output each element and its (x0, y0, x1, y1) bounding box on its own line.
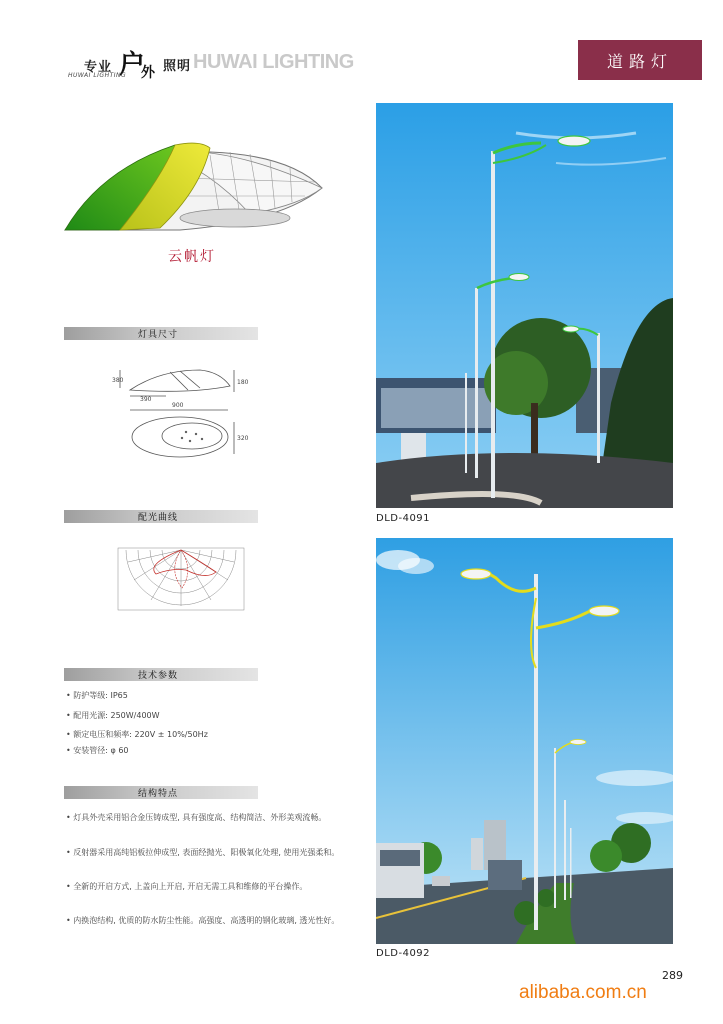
brand-subtitle: HUWAI LIGHTING (68, 72, 127, 79)
product-photo-dld-4092 (376, 538, 673, 944)
brand-english: HUWAI LIGHTING (193, 51, 354, 73)
photo-caption: DLD-4091 (376, 513, 431, 524)
param-item: • 配用光源: 250W/400W (66, 711, 160, 720)
watermark-text: alibaba.com.cn (519, 982, 647, 1003)
param-item: • 安装管径: φ 60 (66, 746, 129, 755)
section-title-light-curve: 配光曲线 (138, 513, 179, 523)
product-photo-dld-4091 (376, 103, 673, 508)
feature-item: • 全新的开启方式, 上盖向上开启, 开启无需工具和维修的平台操作。 (66, 882, 308, 891)
brand-text-left: 专业 (84, 60, 113, 75)
product-name: 云帆灯 (168, 249, 216, 265)
section-bar-features (64, 786, 258, 799)
param-item: • 防护等级: IP65 (66, 691, 128, 700)
feature-item: • 灯具外壳采用铝合金压铸成型, 具有强度高、结构简洁、外形美观流畅。 (66, 813, 327, 822)
param-item: • 额定电压和频率: 220V ± 10%/50Hz (66, 730, 208, 739)
page-number: 289 (662, 969, 683, 982)
dim-label-900: 900 (172, 402, 184, 409)
dim-label-320: 320 (237, 435, 249, 442)
category-tab: 道路灯 (578, 40, 702, 80)
brand-text-right: 照明 (163, 59, 192, 74)
section-title-features: 结构特点 (138, 789, 179, 799)
section-title-dimensions: 灯具尺寸 (138, 330, 179, 340)
lamp-illustration (60, 130, 330, 245)
dimension-drawing (110, 362, 260, 462)
feature-item: • 反射器采用高纯铝板拉伸成型, 表面经抛光、阳极氧化处理, 使用光强柔和。 (66, 848, 340, 857)
section-bar-tech-params (64, 668, 258, 681)
brand-text-wai: 外 (141, 65, 155, 81)
section-bar-dimensions (64, 327, 258, 340)
light-distribution-diagram (116, 540, 246, 612)
dim-label-390: 390 (140, 396, 152, 403)
photo-caption: DLD-4092 (376, 948, 431, 959)
dim-label-180: 180 (237, 379, 249, 386)
dim-label-380: 380 (112, 377, 124, 384)
section-title-tech-params: 技术参数 (138, 671, 179, 681)
feature-item: • 内换泡结构, 优质的防水防尘性能。高强度、高透明的钢化玻璃, 透光性好。 (66, 916, 340, 925)
section-bar-light-curve (64, 510, 258, 523)
brand-text-hu: 户 (119, 50, 146, 80)
